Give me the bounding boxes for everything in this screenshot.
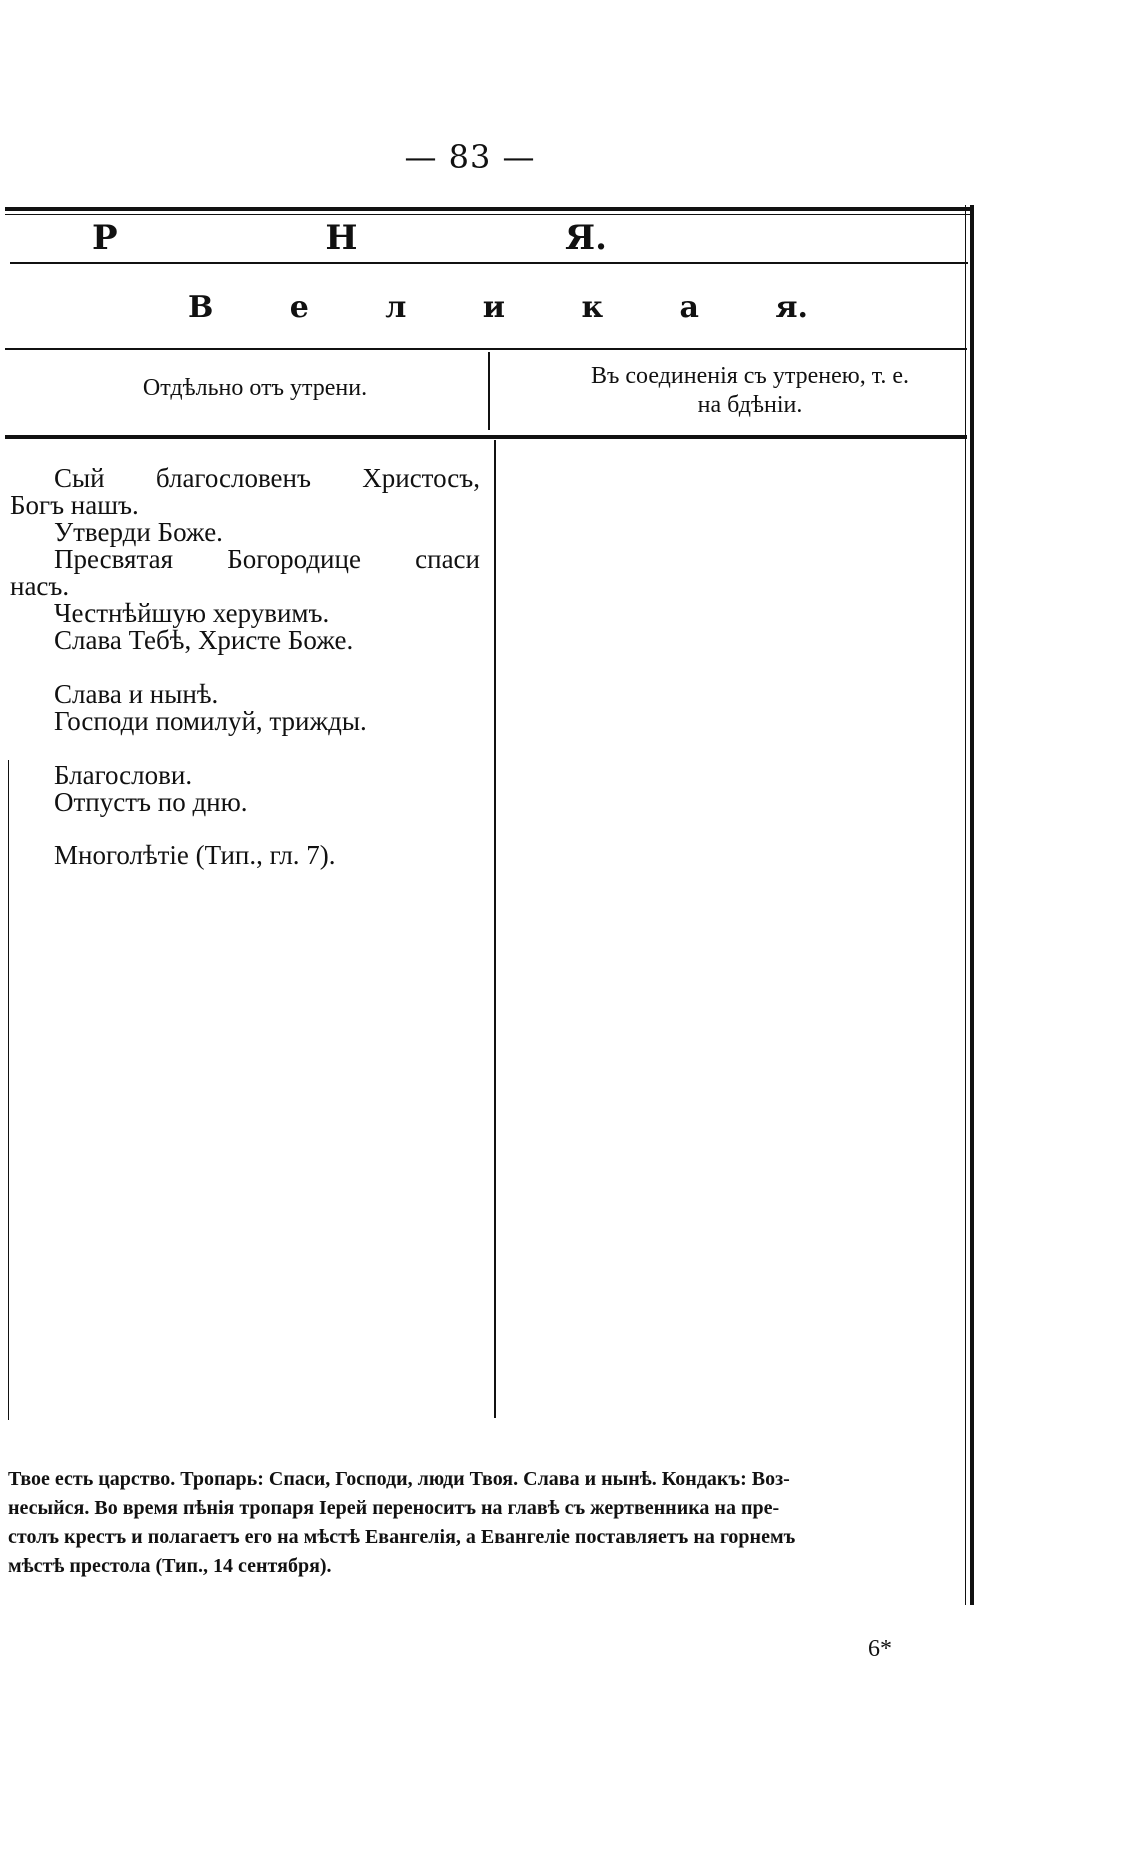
text-line (10, 465, 480, 492)
column-header-right-line1: Въ соединенія съ утренею, т. е. (590, 363, 910, 389)
header-letter: Я. (565, 218, 607, 258)
word: Христосъ, (362, 463, 480, 493)
rule-under-header-1 (10, 262, 968, 264)
header-letter: В (188, 290, 214, 325)
word: благословенъ (155, 463, 311, 493)
signature-mark: 6* (868, 1636, 892, 1662)
footnote-line: столъ крестъ и полагаетъ его на мѣстѣ Евангелія, а Евангеліе поставляетъ на горнемъ (8, 1526, 796, 1548)
column-divider-lower (494, 440, 496, 1418)
text-line: Богъ нашъ. (10, 490, 139, 520)
header-velikaya-row (188, 290, 808, 325)
header-letter: л (385, 290, 407, 325)
word: Сый (54, 463, 105, 493)
footnote (8, 1465, 968, 1581)
text-line: Господи помилуй, трижды. (54, 706, 367, 736)
column-header-right-line2: на бдѣніи. (697, 392, 803, 418)
header-letter: Р (92, 218, 118, 258)
column-header-right (510, 362, 990, 420)
text-line: Отпустъ по дню. (54, 787, 248, 817)
text-line: Слава и нынѣ. (54, 679, 219, 709)
text-line (10, 546, 480, 573)
header-letter: и (482, 290, 506, 325)
header-letter: е (289, 290, 309, 325)
footnote-line: Твое есть царство. Тропарь: Спаси, Господи, люди Твоя. Слава и нынѣ. Кондакъ: Воз- (8, 1468, 790, 1490)
header-letter: Н (325, 218, 358, 258)
footnote-line: мѣстѣ престола (Тип., 14 сентября). (8, 1555, 332, 1577)
top-rule-thick (5, 207, 970, 211)
column-header-left: Отдѣльно отъ утрени. (142, 375, 368, 401)
text-line: насъ. (10, 571, 70, 601)
text-line: Многолѣтіе (Тип., гл. 7). (54, 840, 336, 870)
text-line: Благослови. (54, 760, 193, 790)
rule-under-column-heads (5, 435, 967, 439)
header-letter: я. (775, 290, 808, 325)
rule-under-header-2 (5, 348, 967, 350)
footnote-line: несыйся. Во время пѣнія тропаря Іерей переноситъ на главѣ съ жертвенника на пре- (8, 1497, 780, 1519)
text-line: Честнѣйшую херувимъ. (54, 598, 330, 628)
word: Богородице (227, 544, 361, 574)
header-letter: а (679, 290, 699, 325)
word: Пресвятая (54, 544, 173, 574)
text-line: Утверди Боже. (54, 517, 223, 547)
header-top-row (92, 218, 607, 258)
left-border (8, 760, 9, 1420)
left-column-text (10, 465, 480, 869)
header-letter: к (581, 290, 604, 325)
text-line: Слава Тебѣ, Христе Боже. (54, 625, 354, 655)
word: спаси (415, 544, 480, 574)
top-rule-thin (5, 214, 970, 215)
page-number: — 83 — (404, 138, 536, 176)
